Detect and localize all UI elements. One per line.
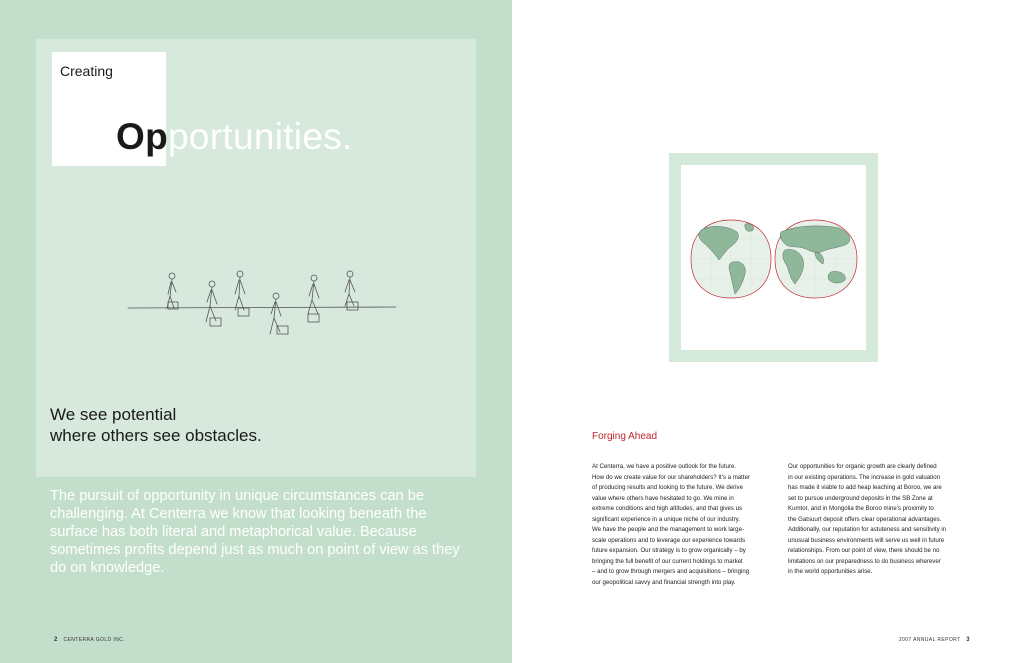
body-line: Additionally, our reputation for astuteness and sensitivity in (788, 526, 947, 533)
page-number-left: 2 (54, 637, 58, 643)
body-line: in our existing operations. The increase in gold valuation (788, 473, 940, 481)
body-line: significant experience in a unique niche of our industry. (592, 515, 740, 523)
heading-small: Creating (60, 63, 113, 79)
body-line: relationships. From our point of view, there should be no (788, 547, 940, 554)
body-line: At Centerra, we have a positive outlook for the future. (592, 463, 736, 470)
body-line: the Gatsuurt deposit offers clear operational advantages. (788, 515, 942, 523)
tagline-line: where others see obstacles. (50, 426, 262, 445)
body-line: unusual business environments will serve us well in future (788, 536, 945, 544)
page-number-right: 3 (966, 637, 970, 643)
body-line: future expansion. Our strategy is to grow organically – by (592, 547, 746, 554)
tagline-line: We see potential (50, 405, 177, 424)
folio-right (899, 637, 974, 643)
report-title: 2007 ANNUAL REPORT (898, 637, 961, 643)
body-line: How do we create value for our shareholders? It's a matter (592, 473, 750, 481)
body-line: our geopolitical savvy and financial strength into play. (592, 578, 736, 586)
heading-big-light: portunities. (167, 116, 353, 157)
body-column-1 (592, 462, 777, 588)
world-map-illustration (689, 214, 859, 304)
heading-big (116, 115, 353, 159)
body-line: We have the people and the management to work large- (592, 526, 744, 533)
body-line: of producing results and looking to the future. We derive (592, 484, 743, 491)
body-line: Kumtor, and in Mongolia the Boroo mine's proximity to (788, 505, 934, 512)
tagline (50, 404, 262, 446)
body-column-2 (788, 462, 973, 578)
body-line: value where others have hesitated to go. We mine in (592, 494, 734, 502)
body-line: Our opportunities for organic growth are clearly defined (788, 463, 937, 470)
section-heading: Forging Ahead (592, 431, 658, 442)
folio-left (50, 637, 125, 643)
body-line: set to pursue underground deposits in the SB Zone at (788, 494, 933, 502)
body-line: has made it viable to add heap leaching at Boroo, we are (788, 484, 942, 491)
intro-paragraph: The pursuit of opportunity in unique circumstances can be challenging. At Centerra we know that looking beneath the surface has both literal and metaphorical value. Because sometimes profits depend just as much on point of view as they do on knowledge. (50, 488, 460, 576)
businessmen-sketch-illustration (124, 266, 400, 348)
body-line: in the world opportunities arise. (788, 568, 873, 575)
body-line: bringing the full benefit of our current holdings to market (592, 557, 743, 565)
body-line: scale operations and to leverage our experience towards (592, 536, 746, 544)
body-line: extreme conditions and high altitudes, and that gives us (592, 505, 743, 512)
heading-big-dark: Op (116, 116, 168, 157)
company-name: CENTERRA GOLD INC. (63, 637, 125, 643)
body-line: limitations on our preparedness to do business wherever (788, 557, 941, 565)
body-line: – and to grow through mergers and acquisitions – bringing (592, 568, 750, 575)
